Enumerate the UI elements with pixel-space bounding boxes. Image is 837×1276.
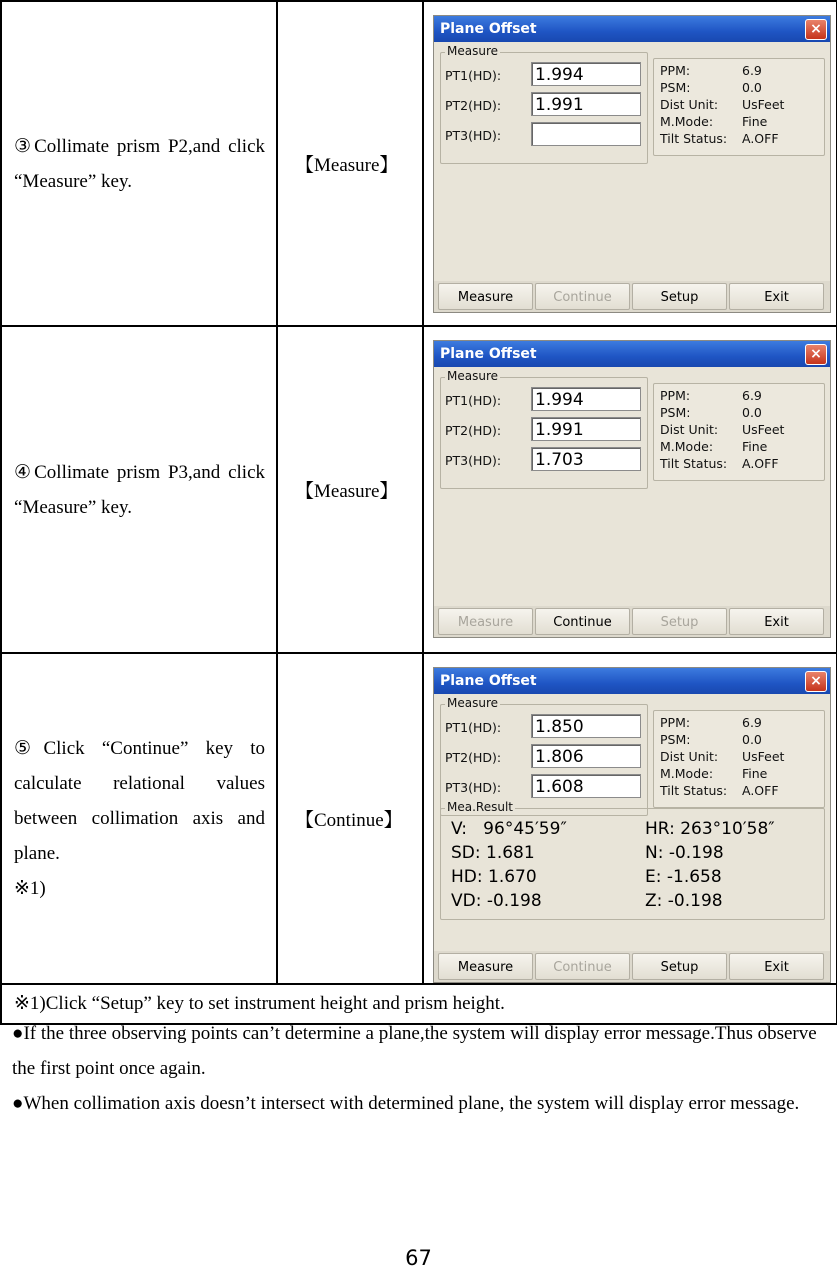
measure-group-label: Measure — [447, 44, 498, 58]
exit-button[interactable]: Exit — [729, 283, 824, 310]
pt1-row — [445, 387, 643, 413]
pt2-label: PT2(HD): — [445, 98, 502, 113]
step-description: ③Collimate prism P2,and click “Measure” key. — [14, 135, 265, 192]
pt3-field[interactable]: 1.703 — [531, 447, 641, 471]
info-value: 0.0 — [742, 80, 762, 95]
info-value: 6.9 — [742, 715, 762, 730]
info-key: PPM: — [660, 715, 691, 730]
step-description: ④Collimate prism P3,and click “Measure” key. — [14, 461, 265, 518]
info-key: PSM: — [660, 732, 691, 747]
result-group-label: Mea.Result — [447, 800, 513, 814]
setup-button[interactable]: Setup — [632, 953, 727, 980]
result-v: V: 96°45′59″ — [451, 819, 567, 839]
info-value: A.OFF — [742, 783, 779, 798]
info-value: 0.0 — [742, 405, 762, 420]
pt1-field[interactable]: 1.994 — [531, 387, 641, 411]
status-info-box — [653, 383, 825, 481]
button-bar — [434, 951, 830, 982]
info-key: Dist Unit: — [660, 749, 719, 764]
window-titlebar — [434, 668, 830, 694]
pt2-field[interactable]: 1.991 — [531, 417, 641, 441]
pt3-field[interactable] — [531, 122, 641, 146]
info-key: PPM: — [660, 388, 691, 403]
info-value: Fine — [742, 766, 768, 781]
close-icon[interactable]: × — [805, 344, 827, 365]
info-key: PSM: — [660, 405, 691, 420]
step-description — [2, 731, 276, 906]
pt1-label: PT1(HD): — [445, 720, 502, 735]
info-value: A.OFF — [742, 131, 779, 146]
info-key: M.Mode: — [660, 114, 714, 129]
status-info-box — [653, 710, 825, 808]
step-text: ⑤Click “Continue” key to calculate relational values between collimation axis and plane. — [14, 738, 265, 864]
pt1-field[interactable]: 1.850 — [531, 714, 641, 738]
continue-button[interactable]: Continue — [535, 283, 630, 310]
window-title: Plane Offset — [440, 346, 537, 362]
close-icon[interactable]: × — [805, 19, 827, 40]
info-value: Fine — [742, 114, 768, 129]
pt2-field[interactable]: 1.991 — [531, 92, 641, 116]
measure-button[interactable]: Measure — [438, 608, 533, 635]
page-number: 67 — [405, 1246, 432, 1270]
info-key: Dist Unit: — [660, 422, 719, 437]
pt3-field[interactable]: 1.608 — [531, 774, 641, 798]
measure-button[interactable]: Measure — [438, 283, 533, 310]
result-sd: SD: 1.681 — [451, 843, 535, 863]
plane-offset-window — [433, 15, 831, 313]
info-value: 6.9 — [742, 63, 762, 78]
continue-button[interactable]: Continue — [535, 953, 630, 980]
exit-button[interactable]: Exit — [729, 953, 824, 980]
pt2-field[interactable]: 1.806 — [531, 744, 641, 768]
result-e: E: -1.658 — [645, 867, 722, 887]
pt3-label: PT3(HD): — [445, 780, 502, 795]
pt2-row — [445, 744, 643, 770]
measure-group — [440, 44, 648, 164]
bullet-item: ●If the three observing points can’t determine a plane,the system will display error message.Thus observe the first point once again. — [12, 1023, 817, 1079]
step-row — [1, 326, 837, 653]
plane-offset-window — [433, 667, 831, 983]
plane-offset-window — [433, 340, 831, 638]
window-titlebar — [434, 16, 830, 42]
pt1-field[interactable]: 1.994 — [531, 62, 641, 86]
close-icon[interactable]: × — [805, 671, 827, 692]
pt1-row — [445, 62, 643, 88]
result-z: Z: -0.198 — [645, 891, 723, 911]
pt3-row — [445, 774, 643, 800]
exit-button[interactable]: Exit — [729, 608, 824, 635]
pt2-row — [445, 92, 643, 118]
info-key: Tilt Status: — [660, 131, 728, 146]
button-bar — [434, 606, 830, 637]
pt2-row — [445, 417, 643, 443]
info-value: 6.9 — [742, 388, 762, 403]
measure-group-label: Measure — [447, 696, 498, 710]
bullet-notes — [12, 1016, 822, 1121]
info-key: PSM: — [660, 80, 691, 95]
key-name: 【Measure】 — [295, 481, 399, 502]
measure-button[interactable]: Measure — [438, 953, 533, 980]
info-key: M.Mode: — [660, 439, 714, 454]
result-hr: HR: 263°10′58″ — [645, 819, 775, 839]
setup-note: ※1)Click “Setup” key to set instrument height and prism height. — [1, 984, 837, 1024]
result-n: N: -0.198 — [645, 843, 724, 863]
status-info-box — [653, 58, 825, 156]
info-value: A.OFF — [742, 456, 779, 471]
key-name: 【Measure】 — [295, 155, 399, 176]
info-key: M.Mode: — [660, 766, 714, 781]
measure-group — [440, 369, 648, 489]
button-bar — [434, 281, 830, 312]
info-value: UsFeet — [742, 422, 785, 437]
info-value: UsFeet — [742, 749, 785, 764]
bullet-item: ●When collimation axis doesn’t intersect with determined plane, the system will display error message. — [12, 1093, 800, 1114]
measurement-result-group — [440, 800, 825, 920]
result-vd: VD: -0.198 — [451, 891, 542, 911]
info-key: Dist Unit: — [660, 97, 719, 112]
pt1-row — [445, 714, 643, 740]
pt3-label: PT3(HD): — [445, 453, 502, 468]
info-key: PPM: — [660, 63, 691, 78]
pt3-label: PT3(HD): — [445, 128, 502, 143]
step-row — [1, 1, 837, 326]
key-name: 【Continue】 — [295, 810, 403, 831]
result-hd: HD: 1.670 — [451, 867, 537, 887]
window-title: Plane Offset — [440, 673, 537, 689]
window-title: Plane Offset — [440, 21, 537, 37]
continue-button[interactable]: Continue — [535, 608, 630, 635]
info-value: 0.0 — [742, 732, 762, 747]
step-note-ref: ※1) — [14, 878, 46, 899]
info-value: Fine — [742, 439, 768, 454]
setup-button[interactable]: Setup — [632, 283, 727, 310]
info-value: UsFeet — [742, 97, 785, 112]
step-row — [1, 653, 837, 984]
info-key: Tilt Status: — [660, 456, 728, 471]
pt2-label: PT2(HD): — [445, 423, 502, 438]
pt1-label: PT1(HD): — [445, 393, 502, 408]
pt1-label: PT1(HD): — [445, 68, 502, 83]
pt2-label: PT2(HD): — [445, 750, 502, 765]
pt3-row — [445, 122, 643, 148]
setup-button[interactable]: Setup — [632, 608, 727, 635]
window-titlebar — [434, 341, 830, 367]
measure-group-label: Measure — [447, 369, 498, 383]
info-key: Tilt Status: — [660, 783, 728, 798]
pt3-row — [445, 447, 643, 473]
